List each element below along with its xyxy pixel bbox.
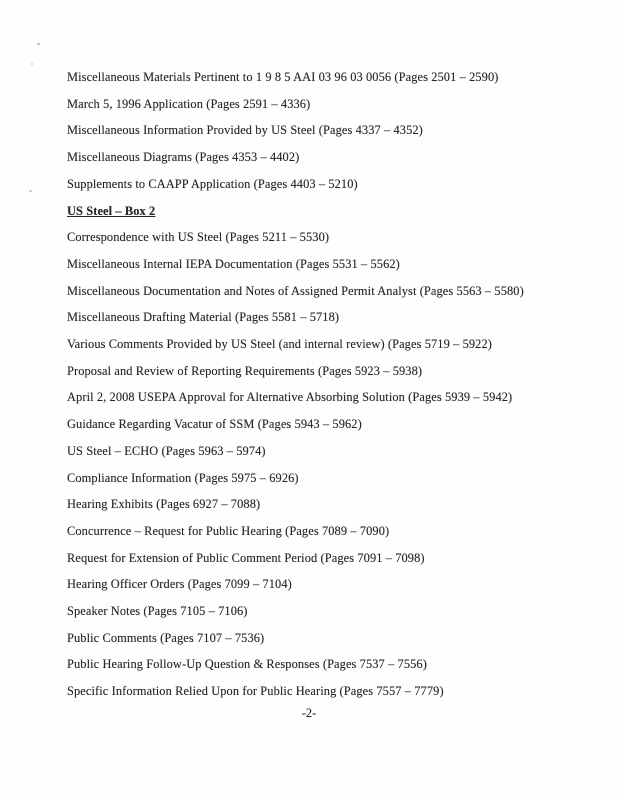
document-line: March 5, 1996 Application (Pages 2591 – 4336) [67, 96, 311, 111]
document-line: Various Comments Provided by US Steel (and internal review) (Pages 5719 – 5922) [67, 337, 492, 352]
document-line: Miscellaneous Drafting Material (Pages 5581 – 5718) [67, 310, 340, 325]
document-line: Specific Information Relied Upon for Public Hearing (Pages 7557 – 7779) [67, 684, 444, 699]
document-line: Concurrence – Request for Public Hearing (Pages 7089 – 7090) [67, 523, 390, 538]
document-line: Proposal and Review of Reporting Requirements (Pages 5923 – 5938) [67, 363, 423, 378]
document-line: Request for Extension of Public Comment Period (Pages 7091 – 7098) [67, 550, 425, 565]
section-heading: US Steel – Box 2 [67, 203, 156, 218]
document-line: Supplements to CAAPP Application (Pages 4403 – 5210) [67, 176, 358, 191]
document-line: Miscellaneous Internal IEPA Documentation (Pages 5531 – 5562) [67, 256, 400, 271]
document-line: Hearing Exhibits (Pages 6927 – 7088) [67, 497, 261, 512]
document-line: US Steel – ECHO (Pages 5963 – 5974) [67, 443, 266, 458]
page-number: -2- [301, 706, 317, 720]
document-body [67, 64, 598, 705]
document-line: Miscellaneous Documentation and Notes of Assigned Permit Analyst (Pages 5563 – 5580) [67, 283, 524, 298]
document-line: Guidance Regarding Vacatur of SSM (Pages 5943 – 5962) [67, 417, 362, 432]
scan-artifact [31, 63, 33, 65]
document-line: Correspondence with US Steel (Pages 5211 – 5530) [67, 230, 330, 245]
scan-artifact [37, 43, 40, 45]
document-line: Compliance Information (Pages 5975 – 6926) [67, 470, 299, 485]
document-line: Miscellaneous Materials Pertinent to 1 9 8 5 AAI 03 96 03 0056 (Pages 2501 – 2590) [67, 70, 499, 84]
document-line: Hearing Officer Orders (Pages 7099 – 7104) [67, 577, 292, 592]
document-line: Public Comments (Pages 7107 – 7536) [67, 630, 265, 645]
document-line: Miscellaneous Diagrams (Pages 4353 – 4402) [67, 150, 300, 165]
document-line: Miscellaneous Information Provided by US Steel (Pages 4337 – 4352) [67, 123, 423, 138]
document-line: Speaker Notes (Pages 7105 – 7106) [67, 604, 248, 619]
document-line: April 2, 2008 USEPA Approval for Alternative Absorbing Solution (Pages 5939 – 5942) [67, 390, 513, 405]
scan-artifact [29, 190, 32, 192]
document-line: Public Hearing Follow-Up Question & Responses (Pages 7537 – 7556) [67, 657, 427, 672]
